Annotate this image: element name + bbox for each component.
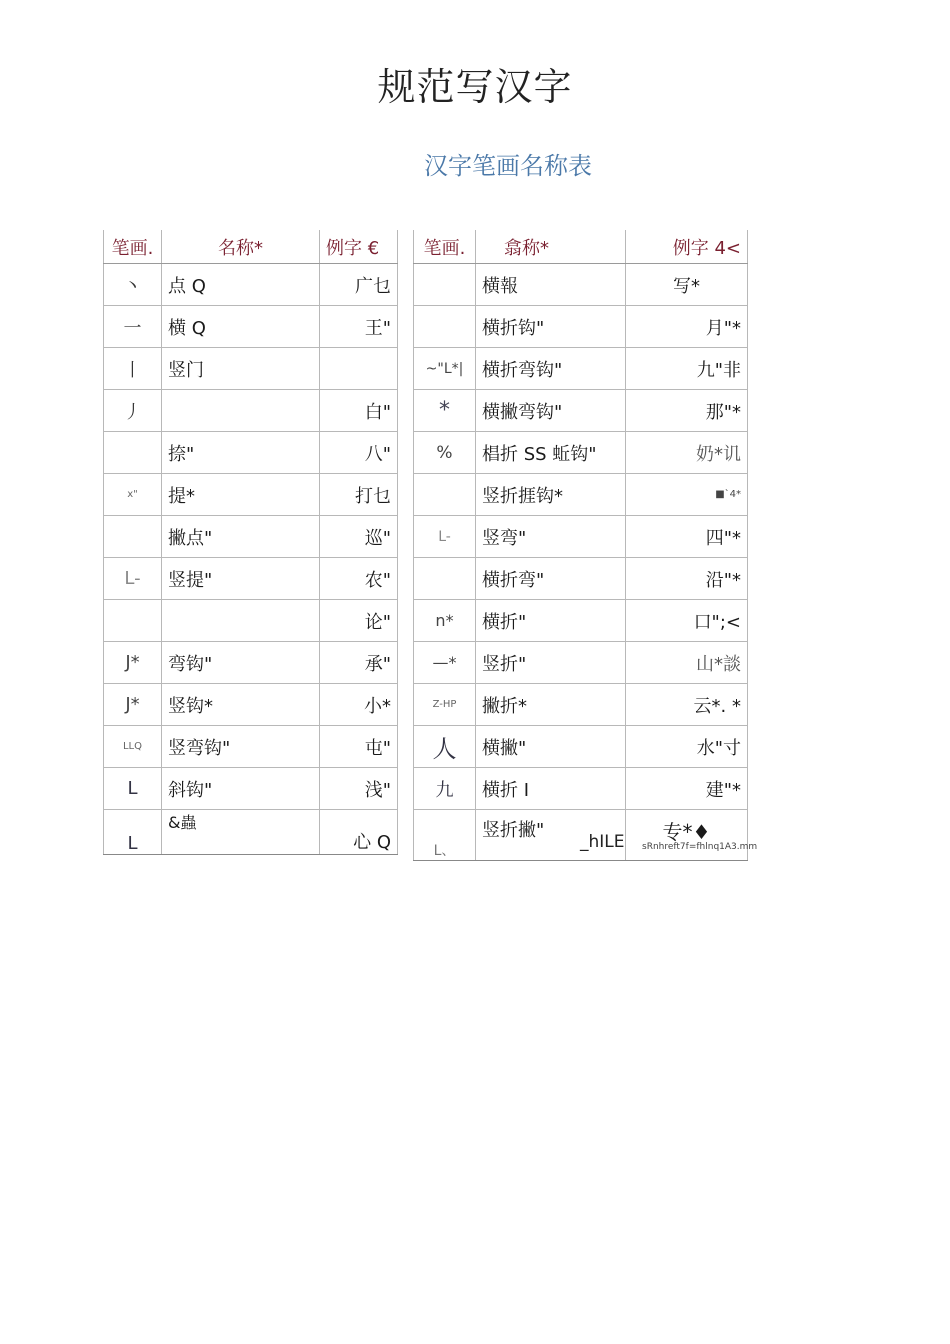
table-row	[414, 684, 748, 726]
stroke-cell: —*	[414, 642, 476, 684]
name-cell: 横折 I	[476, 768, 626, 810]
example-cell: 论"	[320, 600, 398, 642]
name-cell: 横報	[476, 264, 626, 306]
stroke-cell	[414, 264, 476, 306]
stroke-cell: 九	[414, 768, 476, 810]
table-row	[104, 264, 398, 306]
name-cell: 横折弯"	[476, 558, 626, 600]
stroke-cell	[414, 474, 476, 516]
stroke-cell: x"	[104, 474, 162, 516]
name-cell: 撇折*	[476, 684, 626, 726]
table-row	[104, 642, 398, 684]
name-cell: &蟲	[162, 810, 320, 855]
corner-annotation: _hILE	[580, 832, 625, 852]
stroke-cell: n*	[414, 600, 476, 642]
name-cell: 竖门	[162, 348, 320, 390]
example-cell: 建"*	[626, 768, 748, 810]
table-row	[414, 768, 748, 810]
stroke-cell: 人	[414, 726, 476, 768]
example-cell: 写*	[626, 264, 748, 306]
table-row	[414, 726, 748, 768]
table-row	[414, 516, 748, 558]
table-row	[104, 684, 398, 726]
name-cell	[162, 600, 320, 642]
header-stroke: 笔画.	[104, 230, 162, 264]
stroke-cell: 丿	[104, 390, 162, 432]
example-cell: 小*	[320, 684, 398, 726]
name-cell: 弯钩"	[162, 642, 320, 684]
stroke-cell	[104, 516, 162, 558]
stroke-cell: L	[104, 810, 162, 855]
stroke-cell	[414, 306, 476, 348]
example-cell: 云*. *	[626, 684, 748, 726]
example-cell: 月"*	[626, 306, 748, 348]
table-row	[414, 390, 748, 432]
name-cell: 竖折撇"	[476, 810, 626, 861]
example-cell: 农"	[320, 558, 398, 600]
name-cell: 竖折捱钩*	[476, 474, 626, 516]
example-cell: 承"	[320, 642, 398, 684]
table-row	[414, 642, 748, 684]
stroke-cell	[104, 432, 162, 474]
name-cell: 横 Q	[162, 306, 320, 348]
table-row	[104, 306, 398, 348]
table-row	[104, 558, 398, 600]
example-cell: 八"	[320, 432, 398, 474]
header-name: 名称*	[162, 230, 320, 264]
example-cell: 专*♦	[626, 810, 748, 861]
stroke-cell: LLQ	[104, 726, 162, 768]
table-row	[414, 558, 748, 600]
header-name: 翕称*	[476, 230, 626, 264]
table-row	[414, 432, 748, 474]
example-cell: 王"	[320, 306, 398, 348]
stroke-cell: L、	[414, 810, 476, 861]
example-cell: 山*談	[626, 642, 748, 684]
header-example: 例字 4<	[626, 230, 748, 264]
example-cell: 广乜	[320, 264, 398, 306]
table-row	[414, 264, 748, 306]
example-cell: 心 Q	[320, 810, 398, 855]
stroke-cell: 丶	[104, 264, 162, 306]
stroke-cell: L	[104, 768, 162, 810]
example-cell: ■`4*	[626, 474, 748, 516]
example-cell: 口";<	[626, 600, 748, 642]
name-cell: 横折"	[476, 600, 626, 642]
header-example: 例字 €	[320, 230, 398, 264]
name-cell	[162, 390, 320, 432]
example-cell: 四"*	[626, 516, 748, 558]
table-header-row	[414, 230, 748, 264]
table-row	[104, 390, 398, 432]
example-cell: 那"*	[626, 390, 748, 432]
example-cell: 打乜	[320, 474, 398, 516]
table-row	[104, 432, 398, 474]
table-row	[104, 474, 398, 516]
example-cell: 九"非	[626, 348, 748, 390]
name-cell: 横折弯钩"	[476, 348, 626, 390]
name-cell: 撇点"	[162, 516, 320, 558]
table-row	[104, 810, 398, 855]
example-cell: 白"	[320, 390, 398, 432]
table-subtitle: 汉字笔画名称表	[424, 152, 592, 180]
table-row	[414, 474, 748, 516]
table-row	[104, 348, 398, 390]
name-cell: 竖弯"	[476, 516, 626, 558]
stroke-cell: Z-HP	[414, 684, 476, 726]
table-row	[414, 348, 748, 390]
stroke-cell: L-	[414, 516, 476, 558]
example-cell: 沿"*	[626, 558, 748, 600]
table-row	[104, 600, 398, 642]
table-row	[104, 768, 398, 810]
footer-note: sRnhreft7f=fhlnq1A3.mm	[642, 842, 758, 852]
stroke-cell: %	[414, 432, 476, 474]
header-stroke: 笔画.	[414, 230, 476, 264]
stroke-cell: *	[414, 390, 476, 432]
table-header-row	[104, 230, 398, 264]
stroke-cell	[104, 600, 162, 642]
name-cell: 提*	[162, 474, 320, 516]
name-cell: 竖钩*	[162, 684, 320, 726]
stroke-cell: L-	[104, 558, 162, 600]
stroke-cell: 丨	[104, 348, 162, 390]
stroke-cell	[414, 558, 476, 600]
example-cell: 浅"	[320, 768, 398, 810]
name-cell: 竖折"	[476, 642, 626, 684]
name-cell: 竖提"	[162, 558, 320, 600]
name-cell: 捺"	[162, 432, 320, 474]
stroke-table-left	[103, 230, 398, 855]
stroke-cell: J*	[104, 642, 162, 684]
name-cell: 点 Q	[162, 264, 320, 306]
table-row	[104, 516, 398, 558]
name-cell: 斜钩"	[162, 768, 320, 810]
example-cell: 屯"	[320, 726, 398, 768]
table-row	[104, 726, 398, 768]
name-cell: 竖弯钩"	[162, 726, 320, 768]
name-cell: 椙折 SS 蚯钩"	[476, 432, 626, 474]
stroke-cell: J*	[104, 684, 162, 726]
stroke-cell: ~"L*|	[414, 348, 476, 390]
name-cell: 横撇"	[476, 726, 626, 768]
name-cell: 横折钩"	[476, 306, 626, 348]
example-cell: 奶*讥	[626, 432, 748, 474]
example-cell	[320, 348, 398, 390]
stroke-cell: 一	[104, 306, 162, 348]
example-cell: 巡"	[320, 516, 398, 558]
name-cell: 横撇弯钩"	[476, 390, 626, 432]
table-row	[414, 600, 748, 642]
stroke-table-right	[413, 230, 748, 861]
table-row	[414, 306, 748, 348]
example-cell: 水"寸	[626, 726, 748, 768]
page-title: 规范写汉字	[377, 65, 573, 109]
